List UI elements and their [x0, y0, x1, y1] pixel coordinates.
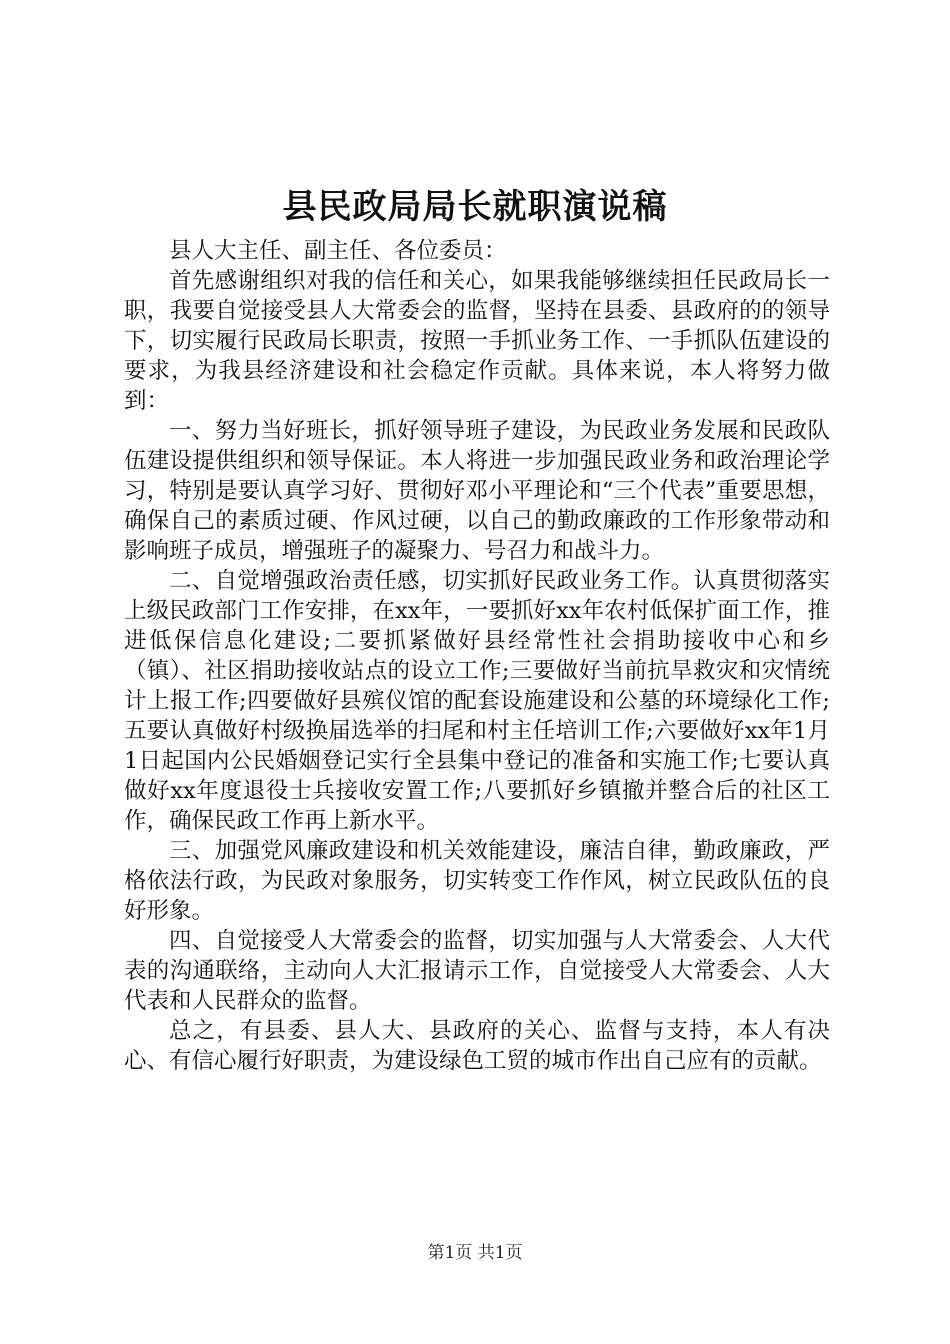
paragraph-point-1: 一、努力当好班长，抓好领导班子建设，为民政业务发展和民政队伍建设提供组织和领导保证。本人将进一步加强民政业务和政治理论学习，特别是要认真学习好、贯彻好邓小平理论和“三个代表”重要思想，确保自己的素质过硬、作风过硬，以自己的勤政廉政的工作形象带动和影响班子成员，增强班子的凝聚力、号召力和战斗力。	[124, 418, 830, 564]
document-title: 县民政局局长就职演说稿	[282, 187, 668, 227]
paragraph-intro: 首先感谢组织对我的信任和关心，如果我能够继续担任民政局长一职，我要自觉接受县人大常委会的监督，坚持在县委、县政府的的领导下，切实履行民政局长职责，按照一手抓业务工作、一手抓队伍建设的要求，为我县经济建设和社会稳定作贡献。具体来说，本人将努力做到：	[124, 268, 830, 414]
salutation: 县人大主任、副主任、各位委员：	[169, 238, 507, 264]
paragraph-point-3: 三、加强党风廉政建设和机关效能建设，廉洁自律，勤政廉政，严格依法行政，为民政对象服务，切实转变工作作风，树立民政队伍的良好形象。	[124, 838, 830, 924]
paragraph-conclusion: 总之，有县委、县人大、县政府的关心、监督与支持，本人有决心、有信心履行好职责，为建设绿色工贸的城市作出自己应有的贡献。	[124, 1018, 830, 1074]
page-footer: 第1页 共1页	[427, 1243, 523, 1263]
document-body	[124, 236, 830, 1076]
paragraph-point-2: 二、自觉增强政治责任感，切实抓好民政业务工作。认真贯彻落实上级民政部门工作安排，在xx年，一要抓好xx年农村低保扩面工作，推进低保信息化建设;二要抓紧做好县经常性社会捐助接收中心和乡（镇）、社区捐助接收站点的设立工作;三要做好当前抗旱救灾和灾情统计上报工作;四要做好县殡仪馆的配套设施建设和公墓的环境绿化工作;五要认真做好村级换届选举的扫尾和村主任培训工作;六要做好xx年1月1日起国内公民婚姻登记实行全县集中登记的准备和实施工作;七要认真做好xx年度退役士兵接收安置工作;八要抓好乡镇撤并整合后的社区工作，确保民政工作再上新水平。	[124, 568, 830, 834]
paragraph-point-4: 四、自觉接受人大常委会的监督，切实加强与人大常委会、人大代表的沟通联络，主动向人大汇报请示工作，自觉接受人大常委会、人大代表和人民群众的监督。	[124, 928, 830, 1014]
